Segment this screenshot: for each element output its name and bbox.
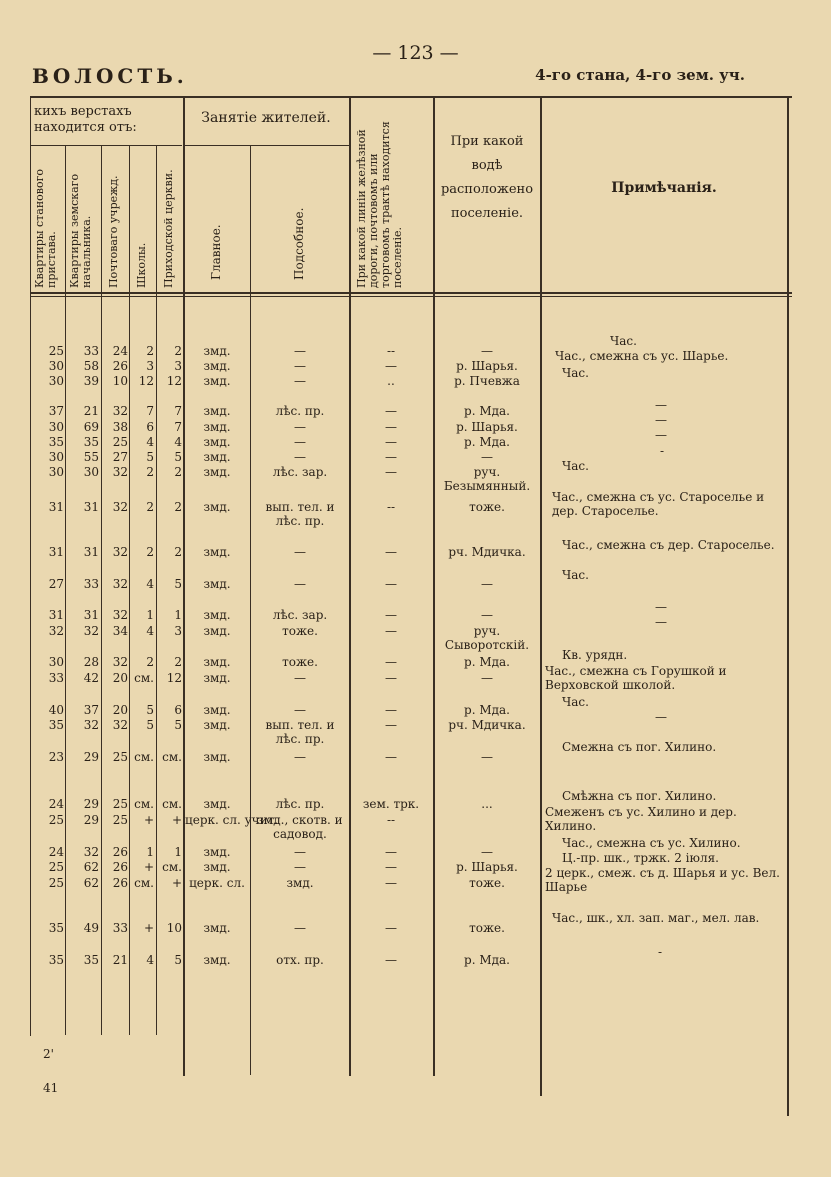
table-cell-water: рч. Мдичка. [448, 718, 526, 732]
table-cell-c4: 12 [138, 374, 154, 388]
table-cell-c1: 24 [48, 797, 64, 811]
table-cell-road: — [385, 655, 397, 669]
table-cell-c4: 5 [146, 718, 154, 732]
table-cell-main: змд. [203, 703, 231, 717]
table-cell-c1: 27 [48, 577, 64, 591]
table-cell-road: — [385, 671, 397, 685]
table-cell-c5: см. [162, 750, 182, 764]
table-cell-c2: 33 [83, 577, 99, 591]
table-cell-main: змд. [203, 624, 231, 638]
table-cell-c3: 26 [112, 359, 128, 373]
table-cell-c3: 34 [112, 624, 128, 638]
table-cell-c1: 37 [48, 404, 64, 418]
table-cell-c3: 25 [112, 750, 128, 764]
table-cell-c2: 30 [83, 465, 99, 479]
table-cell-c2: 21 [83, 404, 99, 418]
page-title: ВОЛОСТЬ. [32, 64, 188, 88]
table-cell-sec: — [294, 435, 306, 449]
table-cell-c2: 42 [83, 671, 99, 685]
table-cell-water: — [481, 750, 493, 764]
table-cell-c1: 25 [48, 813, 64, 827]
table-cell-main: змд. [203, 404, 231, 418]
note-cell: Час., смежна съ дер. Староселье. [562, 538, 775, 552]
table-cell-road: — [385, 435, 397, 449]
table-cell-road: .. [387, 374, 395, 388]
table-cell-sec: лѣс. пр. [275, 404, 325, 418]
table-cell-c1: 35 [48, 953, 64, 967]
table-cell-c5: см. [162, 797, 182, 811]
table-cell-c4: + [143, 813, 154, 827]
table-cell-sec: отх. пр. [276, 953, 324, 967]
table-cell-c3: 32 [112, 718, 128, 732]
table-cell-c2: 39 [83, 374, 99, 388]
table-cell-c1: 30 [48, 465, 64, 479]
table-cell-sec: лѣс. зар. [272, 465, 328, 479]
table-cell-c1: 25 [48, 344, 64, 358]
table-cell-c3: 32 [112, 500, 128, 514]
distance-group-header: кихъ верстахъ находится отъ: [34, 104, 137, 135]
table-cell-water: ... [481, 797, 493, 811]
table-cell-c3: 25 [112, 435, 128, 449]
table-cell-c3: 25 [112, 813, 128, 827]
note-cell: — [655, 398, 667, 412]
table-cell-water: — [481, 577, 493, 591]
header-bottom-border [30, 292, 792, 294]
table-cell-c1: 31 [48, 545, 64, 559]
table-cell-sec: — [294, 750, 306, 764]
page-number: — 123 — [372, 42, 459, 64]
table-cell-c5: 12 [166, 671, 182, 685]
table-cell-c4: + [143, 921, 154, 935]
table-cell-c2: 31 [83, 608, 99, 622]
table-cell-c4: 2 [146, 500, 154, 514]
note-cell: — [655, 600, 667, 614]
table-cell-water: р. Пчевжа [454, 374, 520, 388]
table-cell-c5: 3 [174, 624, 182, 638]
table-cell-sec: лѣс. пр. [275, 797, 325, 811]
table-cell-main: змд. [203, 750, 231, 764]
note-cell: Час. [562, 366, 589, 380]
table-cell-c5: 5 [174, 450, 182, 464]
table-cell-c1: 25 [48, 876, 64, 890]
table-cell-main: змд. [203, 545, 231, 559]
table-cell-c1: 30 [48, 450, 64, 464]
distance-subheader-line [30, 145, 182, 146]
table-cell-main: змд. [203, 420, 231, 434]
note-cell: Час. [562, 568, 589, 582]
note-cell: — [655, 413, 667, 427]
table-cell-water: — [481, 671, 493, 685]
table-cell-c2: 32 [83, 624, 99, 638]
table-cell-c1: 31 [48, 500, 64, 514]
table-cell-road: — [385, 953, 397, 967]
table-cell-sec: — [294, 860, 306, 874]
table-cell-c4: см. [134, 671, 154, 685]
table-cell-c5: 2 [174, 655, 182, 669]
header-bottom-border-2 [30, 296, 792, 297]
table-cell-c3: 32 [112, 404, 128, 418]
table-cell-c5: 6 [174, 703, 182, 717]
table-cell-c5: 3 [174, 359, 182, 373]
table-cell-sec: тоже. [282, 624, 318, 638]
table-cell-c4: 1 [146, 845, 154, 859]
table-cell-c4: 2 [146, 465, 154, 479]
table-cell-c2: 29 [83, 813, 99, 827]
table-cell-road: -- [386, 813, 396, 827]
table-cell-sec: лѣс. зар. [272, 608, 328, 622]
table-cell-road: — [385, 450, 397, 464]
table-cell-c4: см. [134, 876, 154, 890]
table-cell-c3: 25 [112, 797, 128, 811]
table-cell-c1: 24 [48, 845, 64, 859]
table-cell-sec: змд. [286, 876, 314, 890]
note-cell: - [660, 444, 665, 458]
table-cell-sec: — [294, 703, 306, 717]
table-cell-c5: 7 [174, 420, 182, 434]
table-cell-water: р. Мда. [464, 953, 510, 967]
col5-header: Приходской церкви. [162, 169, 175, 288]
table-cell-c3: 20 [112, 671, 128, 685]
table-cell-water: рч. Мдичка. [448, 545, 526, 559]
table-cell-c3: 21 [112, 953, 128, 967]
note-cell: Кв. урядн. [562, 648, 628, 662]
table-cell-main: змд. [203, 671, 231, 685]
table-cell-c2: 28 [83, 655, 99, 669]
col2-header: Квартиры земскаго начальника. [68, 173, 93, 288]
table-cell-main: змд. [203, 500, 231, 514]
table-cell-c3: 32 [112, 545, 128, 559]
table-cell-road: — [385, 545, 397, 559]
table-cell-c1: 30 [48, 420, 64, 434]
table-cell-water: — [481, 845, 493, 859]
table-cell-c3: 10 [112, 374, 128, 388]
table-cell-c5: 10 [166, 921, 182, 935]
table-cell-c4: 3 [146, 359, 154, 373]
table-cell-c1: 40 [48, 703, 64, 717]
table-cell-c4: 4 [146, 577, 154, 591]
table-cell-c4: 6 [146, 420, 154, 434]
table-cell-water: р. Шарья. [456, 420, 518, 434]
table-cell-c2: 35 [83, 953, 99, 967]
table-cell-water: руч. Сыворотскій. [444, 624, 530, 652]
table-cell-c2: 37 [83, 703, 99, 717]
note-cell: Час., смежна съ ус. Шарье. [555, 349, 729, 363]
table-cell-water: руч. Безымянный. [443, 465, 531, 493]
table-cell-c3: 32 [112, 655, 128, 669]
table-cell-c2: 32 [83, 845, 99, 859]
occupation-group-header: Занятіе жителей. [201, 110, 331, 126]
table-cell-c5: 1 [174, 845, 182, 859]
table-cell-c1: 35 [48, 435, 64, 449]
table-cell-road: — [385, 465, 397, 479]
note-cell: Час. [610, 334, 637, 348]
table-cell-c1: 23 [48, 750, 64, 764]
table-cell-c3: 27 [112, 450, 128, 464]
table-cell-c1: 30 [48, 374, 64, 388]
table-cell-main: змд. [203, 797, 231, 811]
table-cell-water: — [481, 608, 493, 622]
table-cell-c1: 30 [48, 655, 64, 669]
water-header: При какой водѣ расположено поселеніе. [440, 134, 534, 221]
table-cell-c4: 2 [146, 545, 154, 559]
note-cell: Час., смежна съ ус. Староселье и дер. Староселье. [552, 490, 765, 518]
table-cell-c2: 55 [83, 450, 99, 464]
table-cell-c2: 49 [83, 921, 99, 935]
table-cell-sec: змд., скотв. и садовод. [257, 813, 343, 841]
table-cell-c5: 2 [174, 344, 182, 358]
table-cell-water: р. Мда. [464, 435, 510, 449]
col-line [787, 96, 789, 1116]
table-cell-road: — [385, 577, 397, 591]
col4-header: Школы. [135, 242, 148, 288]
table-cell-c5: 5 [174, 953, 182, 967]
table-cell-c5: 4 [174, 435, 182, 449]
table-cell-sec: — [294, 450, 306, 464]
table-cell-c1: 25 [48, 860, 64, 874]
table-cell-road: -- [386, 344, 396, 358]
table-cell-sec: — [294, 344, 306, 358]
note-cell: — [655, 710, 667, 724]
note-cell: — [655, 615, 667, 629]
note-cell: Смежна съ пог. Хилино. [562, 740, 717, 754]
table-cell-c2: 69 [83, 420, 99, 434]
note-cell: 2 церк., смеж. съ д. Шарья и ус. Вел. Шарье [545, 866, 780, 894]
table-cell-c2: 62 [83, 876, 99, 890]
table-cell-road: — [385, 359, 397, 373]
table-top-border [30, 96, 792, 98]
table-cell-c1: 31 [48, 608, 64, 622]
header-right: 4-го стана, 4-го зем. уч. [535, 66, 745, 84]
note-cell: Ц.-пр. шк., тржк. 2 іюля. [562, 851, 719, 865]
table-cell-c5: 5 [174, 577, 182, 591]
table-cell-c1: 35 [48, 921, 64, 935]
table-cell-c5: 7 [174, 404, 182, 418]
note-cell: Час. [562, 459, 589, 473]
table-cell-c1: 35 [48, 718, 64, 732]
table-cell-water: р. Шарья. [456, 359, 518, 373]
table-cell-main: змд. [203, 450, 231, 464]
table-cell-water: тоже. [469, 921, 505, 935]
table-cell-c3: 26 [112, 860, 128, 874]
table-cell-water: р. Шарья. [456, 860, 518, 874]
table-cell-main: змд. [203, 860, 231, 874]
table-cell-c4: см. [134, 797, 154, 811]
table-cell-water: р. Мда. [464, 404, 510, 418]
note-cell: Час., шк., хл. зап. маг., мел. лав. [552, 911, 760, 925]
table-cell-c3: 26 [112, 876, 128, 890]
table-cell-water: — [481, 450, 493, 464]
table-cell-c2: 31 [83, 500, 99, 514]
table-cell-road: — [385, 750, 397, 764]
table-cell-sec: тоже. [282, 655, 318, 669]
table-cell-c4: см. [134, 750, 154, 764]
table-cell-main: змд. [203, 435, 231, 449]
table-cell-c4: 1 [146, 608, 154, 622]
table-cell-water: р. Мда. [464, 703, 510, 717]
note-cell: Час., смежна съ Горушкой и Верховской школой. [545, 664, 727, 692]
table-cell-road: — [385, 624, 397, 638]
table-cell-c4: 4 [146, 435, 154, 449]
table-cell-c2: 58 [83, 359, 99, 373]
table-cell-c2: 31 [83, 545, 99, 559]
table-cell-water: р. Мда. [464, 655, 510, 669]
note-cell: — [655, 428, 667, 442]
table-cell-sec: — [294, 577, 306, 591]
table-cell-c4: 4 [146, 624, 154, 638]
table-cell-sec: — [294, 420, 306, 434]
table-cell-main: змд. [203, 718, 231, 732]
notes-header: Примѣчанія. [611, 180, 717, 196]
table-cell-road: — [385, 608, 397, 622]
col-line [540, 96, 542, 1096]
table-cell-c2: 33 [83, 344, 99, 358]
note-cell: Смѣжна съ пог. Хилино. [562, 789, 717, 803]
table-cell-sec: — [294, 921, 306, 935]
col-line [30, 96, 31, 1036]
table-cell-c4: 2 [146, 655, 154, 669]
table-cell-road: — [385, 860, 397, 874]
table-cell-c5: см. [162, 860, 182, 874]
margin-number: 2' [43, 1047, 54, 1061]
col-line [250, 145, 251, 1075]
table-cell-main: змд. [203, 577, 231, 591]
table-cell-sec: — [294, 671, 306, 685]
table-cell-c5: + [171, 813, 182, 827]
table-cell-c3: 32 [112, 577, 128, 591]
col-line [65, 145, 66, 1035]
table-cell-c1: 32 [48, 624, 64, 638]
table-cell-main: змд. [203, 655, 231, 669]
table-cell-sec: вып. тел. и лѣс. пр. [265, 500, 335, 528]
table-cell-c5: 2 [174, 545, 182, 559]
table-cell-c4: 4 [146, 953, 154, 967]
table-cell-c3: 26 [112, 845, 128, 859]
table-cell-c1: 33 [48, 671, 64, 685]
table-cell-c2: 32 [83, 718, 99, 732]
table-cell-c2: 29 [83, 797, 99, 811]
table-cell-road: — [385, 876, 397, 890]
table-cell-road: — [385, 404, 397, 418]
note-cell: Час. [562, 695, 589, 709]
table-cell-c3: 38 [112, 420, 128, 434]
table-cell-road: -- [386, 500, 396, 514]
table-cell-main: змд. [203, 608, 231, 622]
table-cell-c5: 12 [166, 374, 182, 388]
table-cell-water: — [481, 344, 493, 358]
col3-header: Почтоваго учрежд. [107, 175, 120, 288]
table-cell-c3: 24 [112, 344, 128, 358]
table-cell-main: змд. [203, 344, 231, 358]
table-cell-c3: 20 [112, 703, 128, 717]
table-cell-c5: 2 [174, 500, 182, 514]
table-cell-main: змд. [203, 921, 231, 935]
margin-number: 41 [43, 1081, 59, 1095]
table-cell-sec: вып. тел. и лѣс. пр. [265, 718, 335, 746]
table-cell-road: зем. трк. [362, 797, 420, 811]
table-cell-c4: 7 [146, 404, 154, 418]
table-cell-c4: 5 [146, 450, 154, 464]
table-cell-c3: 33 [112, 921, 128, 935]
table-cell-main: церк. сл. учит. [185, 813, 279, 827]
table-cell-road: — [385, 845, 397, 859]
note-cell: Смеженъ съ ус. Хилино и дер. Хилино. [545, 805, 737, 833]
main-occupation-header: Главное. [209, 224, 223, 280]
table-cell-main: змд. [203, 845, 231, 859]
table-cell-c2: 35 [83, 435, 99, 449]
table-cell-main: змд. [203, 359, 231, 373]
table-cell-c4: + [143, 860, 154, 874]
table-cell-main: змд. [203, 465, 231, 479]
table-cell-sec: — [294, 359, 306, 373]
table-cell-c2: 62 [83, 860, 99, 874]
table-cell-c5: 5 [174, 718, 182, 732]
table-cell-c5: 2 [174, 465, 182, 479]
table-cell-sec: — [294, 545, 306, 559]
table-cell-road: — [385, 420, 397, 434]
occupation-subheader-line [183, 145, 349, 146]
note-cell: Час., смежна съ ус. Хилино. [562, 836, 741, 850]
table-cell-water: тоже. [469, 876, 505, 890]
table-cell-road: — [385, 703, 397, 717]
table-cell-main: змд. [203, 953, 231, 967]
table-cell-c5: 1 [174, 608, 182, 622]
table-cell-road: — [385, 921, 397, 935]
secondary-occupation-header: Подсобное. [292, 207, 306, 280]
table-cell-sec: — [294, 845, 306, 859]
note-cell: - [658, 945, 663, 959]
table-cell-c2: 29 [83, 750, 99, 764]
table-cell-c1: 30 [48, 359, 64, 373]
table-cell-c4: 5 [146, 703, 154, 717]
col1-header: Квартиры станового пристава. [33, 169, 58, 288]
table-cell-c4: 2 [146, 344, 154, 358]
table-cell-main: змд. [203, 374, 231, 388]
table-cell-c3: 32 [112, 608, 128, 622]
table-cell-c5: + [171, 876, 182, 890]
road-header: При какой линіи желѣзной дороги, почтовомъ или торговомъ трактѣ находится поселеніе. [355, 121, 404, 288]
table-cell-main: церк. сл. [189, 876, 245, 890]
table-cell-sec: — [294, 374, 306, 388]
table-cell-c3: 32 [112, 465, 128, 479]
table-cell-water: тоже. [469, 500, 505, 514]
table-cell-road: — [385, 718, 397, 732]
